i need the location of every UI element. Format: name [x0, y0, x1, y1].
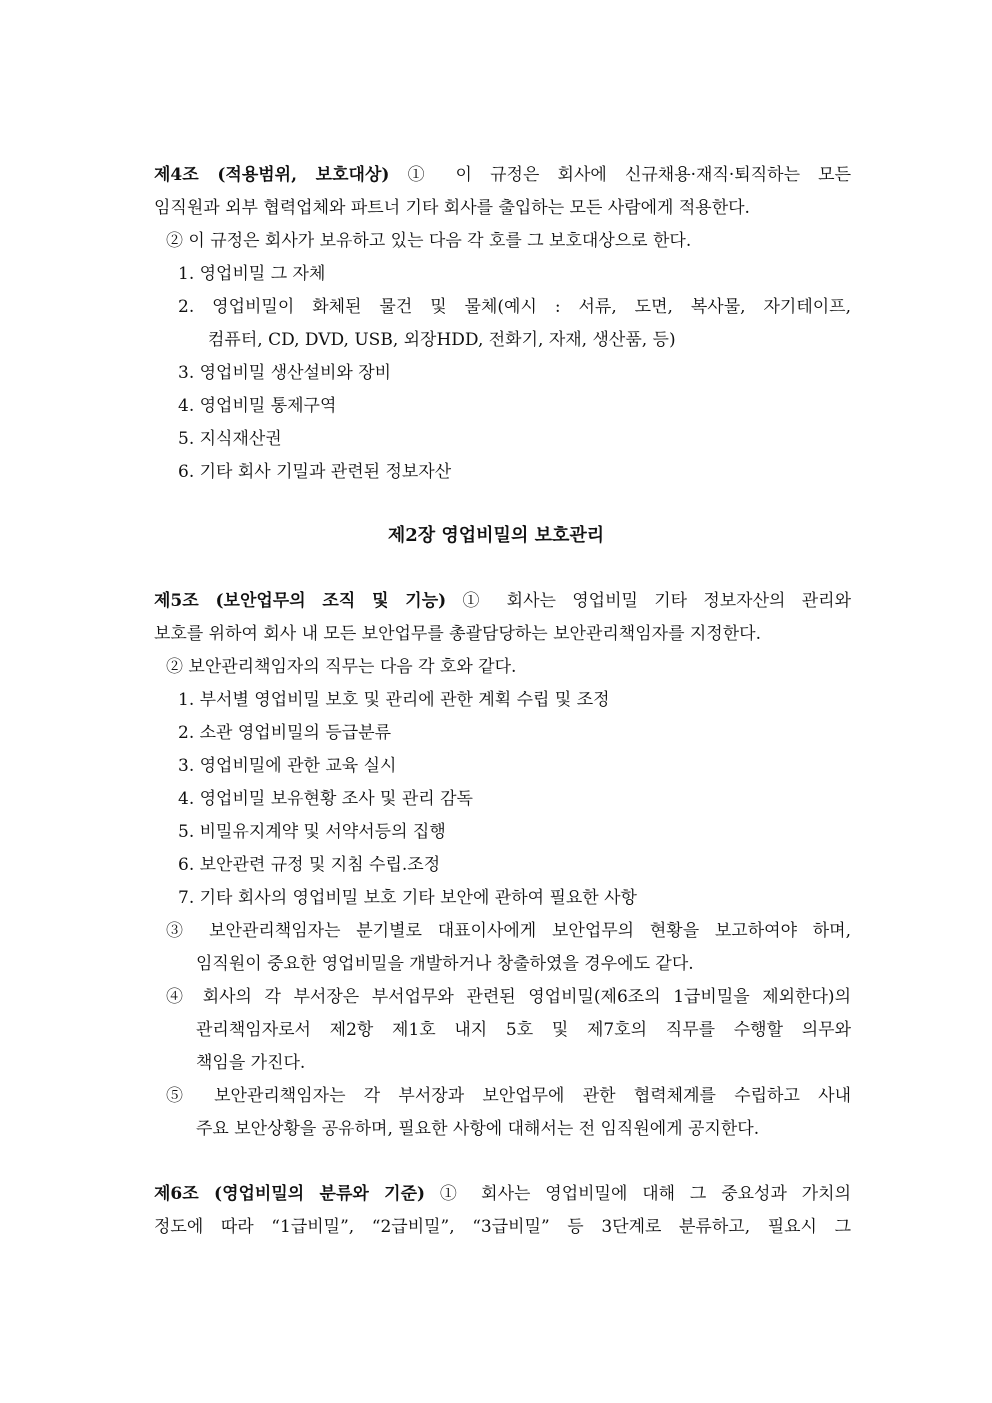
article5-para4-line3: 책임을 가진다. — [196, 1053, 306, 1073]
article5-item-1: 1. 부서별 영업비밀 보호 및 관리에 관한 계획 수립 및 조정 — [178, 690, 610, 710]
article5-para3-line2: 임직원이 중요한 영업비밀을 개발하거나 창출하였을 경우에도 같다. — [196, 954, 694, 974]
article5-item-2: 2. 소관 영업비밀의 등급분류 — [178, 723, 392, 743]
article4-item-4: 4. 영업비밀 통제구역 — [178, 396, 337, 416]
article6-title: 제6조 (영업비밀의 분류와 기준) — [154, 1184, 426, 1204]
article6-line1 — [154, 1183, 851, 1205]
article4-item-5: 5. 지식재산권 — [178, 429, 282, 449]
article5-para5-line2: 주요 보안상황을 공유하며, 필요한 사항에 대해서는 전 임직원에게 공지한다. — [196, 1119, 760, 1139]
article6-line1-text: ① 회사는 영업비밀에 대해 그 중요성과 가치의 — [425, 1184, 851, 1204]
article4-line2: 임직원과 외부 협력업체와 파트너 기타 회사를 출입하는 모든 사람에게 적용한다. — [154, 198, 750, 218]
article4-para2: ② 이 규정은 회사가 보유하고 있는 다음 각 호를 그 보호대상으로 한다. — [166, 231, 692, 251]
article5-para5-line1: ⑤ 보안관리책임자는 각 부서장과 보안업무에 관한 협력체계를 수립하고 사내 — [166, 1086, 851, 1106]
article5-para4-line1: ④ 회사의 각 부서장은 부서업무와 관련된 영업비밀(제6조의 1급비밀을 제외한다)의 — [166, 987, 851, 1007]
article5-line1 — [154, 590, 851, 612]
article5-para4-line2: 관리책임자로서 제2항 제1호 내지 5호 및 제7호의 직무를 수행할 의무와 — [196, 1020, 851, 1040]
article5-para3-line1: ③ 보안관리책임자는 분기별로 대표이사에게 보안업무의 현황을 보고하여야 하며, — [166, 921, 851, 941]
article6-line2: 정도에 따라 “1급비밀”, “2급비밀”, “3급비밀” 등 3단계로 분류하고, 필요시 그 — [154, 1217, 851, 1237]
article5-item-4: 4. 영업비밀 보유현황 조사 및 관리 감독 — [178, 789, 473, 809]
article4-item-2-cont: 컴퓨터, CD, DVD, USB, 외장HDD, 전화기, 자재, 생산품, 등) — [208, 330, 676, 350]
article5-item-5: 5. 비밀유지계약 및 서약서등의 집행 — [178, 822, 446, 842]
article5-title: 제5조 (보안업무의 조직 및 기능) — [154, 591, 447, 611]
article5-para2: ② 보안관리책임자의 직무는 다음 각 호와 같다. — [166, 657, 517, 677]
article5-item-6: 6. 보안관련 규정 및 지침 수립.조정 — [178, 855, 441, 875]
article4-title: 제4조 (적용범위, 보호대상) — [154, 165, 390, 185]
article4-line1 — [154, 164, 851, 186]
article5-line2: 보호를 위하여 회사 내 모든 보안업무를 총괄담당하는 보안관리책임자를 지정한다. — [154, 624, 761, 644]
article5-item-7: 7. 기타 회사의 영업비밀 보호 기타 보안에 관하여 필요한 사항 — [178, 888, 637, 908]
article4-item-1: 1. 영업비밀 그 자체 — [178, 264, 326, 284]
chapter2-heading: 제2장 영업비밀의 보호관리 — [387, 525, 605, 546]
article5-item-3: 3. 영업비밀에 관한 교육 실시 — [178, 756, 397, 776]
article4-line1-text: ① 이 규정은 회사에 신규채용·재직·퇴직하는 모든 — [389, 165, 852, 185]
article4-item-6: 6. 기타 회사 기밀과 관련된 정보자산 — [178, 462, 452, 482]
article5-line1-text: ① 회사는 영업비밀 기타 정보자산의 관리와 — [446, 591, 851, 611]
article4-item-3: 3. 영업비밀 생산설비와 장비 — [178, 363, 392, 383]
article4-item-2: 2. 영업비밀이 화체된 물건 및 물체(예시 : 서류, 도면, 복사물, 자기테이프, — [178, 297, 851, 317]
